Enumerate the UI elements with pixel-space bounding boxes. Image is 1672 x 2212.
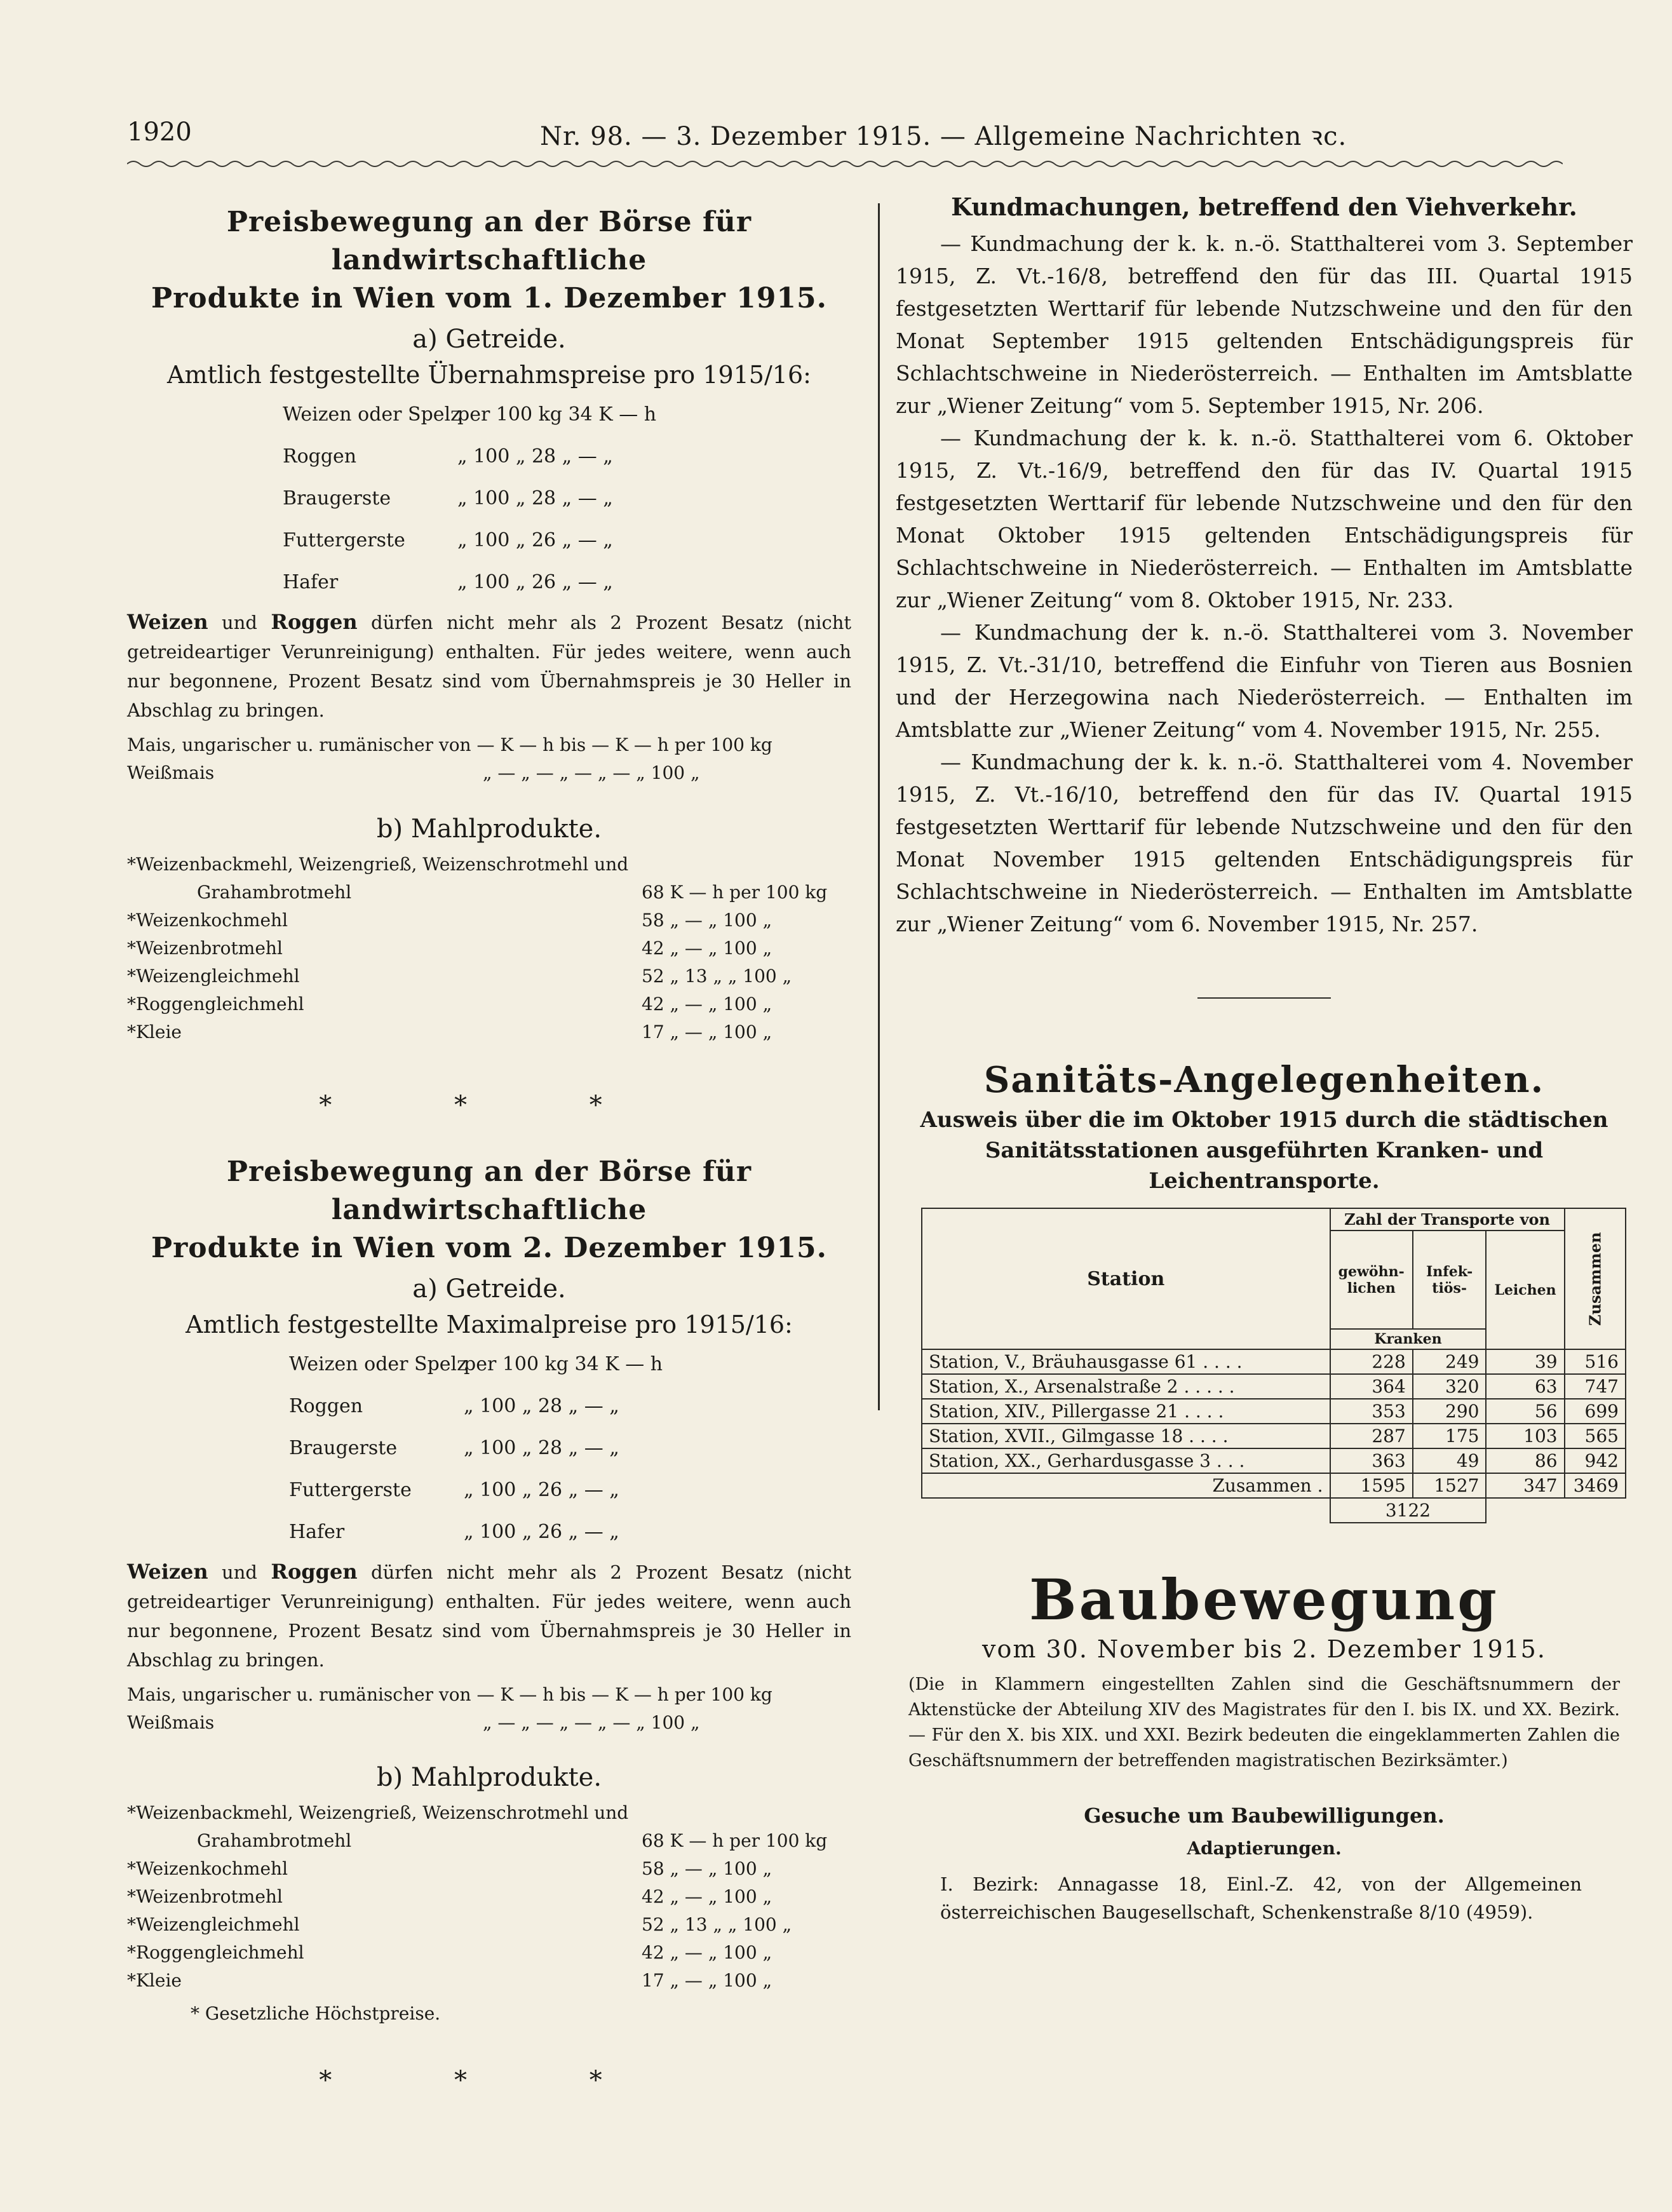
- right-column: [896, 191, 1633, 1926]
- grain-row: Futtergerste „ 100 „ 26 „ — „: [283, 529, 613, 551]
- section1-mill-head: *Weizenbackmehl, Weizengrieß, Weizenschrotmehl und: [127, 854, 629, 875]
- section2-title-line2: Produkte in Wien vom 2. Dezember 1915.: [151, 1232, 827, 1264]
- section2-note: Amtlich festgestellte Maximalpreise pro 1915/16:: [185, 1311, 793, 1339]
- sanitaets-subtitle: Ausweis über die im Oktober 1915 durch die städtischen Sanitätsstationen ausgeführten Kranken- und Leichentransporte.: [920, 1107, 1608, 1194]
- section2-mill-head: *Weizenbackmehl, Weizengrieß, Weizenschrotmehl und: [127, 1802, 629, 1823]
- section1-grain-list: [127, 394, 851, 604]
- table-row: Station, V., Bräuhausgasse 61 . . . . 228 249 39 516: [922, 1349, 1626, 1374]
- table-row: Station, XVII., Gilmgasse 18 . . . . 287 175 103 565: [922, 1424, 1626, 1448]
- grain-row: Roggen „ 100 „ 28 „ — „: [283, 445, 613, 468]
- section1-mais-line: Mais, ungarischer u. rumänischer von — K — h bis — K — h per 100 kg: [127, 734, 772, 755]
- kundmachung-paragraph: — Kundmachung der k. k. n.-ö. Statthalterei vom 6. Oktober 1915, Z. Vt.-16/9, betreffend den für das IV. Quartal 1915 festgesetzten Werttarif für lebende Nutzschweine und den für den Monat Oktober 1915 geltenden Entschädigungspreis für Schlachtschweine in Niederösterreich. — Enthalten im Amtsblatte zur „Wiener Zeitung“ vom 8. Oktober 1915, Nr. 233.: [896, 426, 1633, 612]
- section2-mais-line: Mais, ungarischer u. rumänischer von — K — h bis — K — h per 100 kg: [127, 1684, 772, 1705]
- page-number: 1920: [127, 118, 192, 147]
- grain-row: Braugerste „ 100 „ 28 „ — „: [289, 1437, 619, 1459]
- section2-mill-list: [127, 1827, 851, 1995]
- th-gewoehnlichen: gewöhn- lichen: [1330, 1231, 1413, 1329]
- kundmachung-paragraph: — Kundmachung der k. n.-ö. Statthalterei vom 3. November 1915, Z. Vt.-31/10, betreffend die Einfuhr von Tieren aus Bosnien und der Herzegowina nach Niederösterreich. — Enthalten im Amtsblatte zur „Wiener Zeitung“ vom 4. November 1915, Nr. 255.: [896, 620, 1633, 742]
- mill-row: *Weizenbrotmehl 42 „ — „ 100 „: [127, 1886, 772, 1907]
- header-title: Nr. 98. — 3. Dezember 1915. — Allgemeine Nachrichten ꝛc.: [540, 122, 1347, 151]
- baubewegung-title: Baubewegung: [1029, 1567, 1499, 1633]
- column-divider: [878, 203, 880, 1410]
- section2-title-line1: Preisbewegung an der Börse für landwirtschaftliche: [226, 1156, 752, 1226]
- section2-stars: * * *: [319, 2066, 659, 2095]
- table-row: Station, XIV., Pillergasse 21 . . . . 353 290 56 699: [922, 1399, 1626, 1424]
- section1-sub-a: a) Getreide.: [412, 325, 566, 354]
- section2-grain-list: [127, 1344, 851, 1553]
- table-total-row: Zusammen . 1595 1527 347 3469: [922, 1473, 1626, 1498]
- mill-row: *Roggengleichmehl 42 „ — „ 100 „: [127, 994, 772, 1015]
- th-infektioes: Infek- tiös-: [1413, 1231, 1487, 1329]
- kundmachung-paragraph: — Kundmachung der k. k. n.-ö. Statthalterei vom 4. November 1915, Z. Vt.-16/10, betreffend den für das IV. Quartal 1915 festgesetzten Werttarif für lebende Nutzschweine und den für den Monat November 1915 geltenden Entschädigungspreis für Schlachtschweine in Niederösterreich. — Enthalten im Amtsblatte zur „Wiener Zeitung“ vom 6. November 1915, Nr. 257.: [896, 750, 1633, 936]
- mill-row: *Weizenbrotmehl 42 „ — „ 100 „: [127, 938, 772, 959]
- grain-row: Hafer „ 100 „ 26 „ — „: [283, 571, 613, 593]
- price-section-1: [127, 203, 851, 1120]
- th-station: Station: [922, 1208, 1330, 1349]
- section2-besatz-paragraph: Weizen und Roggen dürfen nicht mehr als 2 Prozent Besatz (nicht getreideartiger Verunreinigung) enthalten. Für jedes weitere, wenn auch nur begonnene, Prozent Besatz sind vom Übernahmspreis je 30 Heller in Abschlag zu bringen.: [127, 1560, 852, 1671]
- section2-footnote: * Gesetzliche Höchstpreise.: [191, 2003, 441, 2024]
- price-section-2: [127, 1153, 851, 2095]
- transport-table: [921, 1208, 1626, 1523]
- table-kranken-sum-row: 3122: [922, 1498, 1626, 1523]
- section1-mill-list: [127, 879, 851, 1046]
- th-leichen: Leichen: [1486, 1231, 1564, 1349]
- bau-entry: I. Bezirk: Annagasse 18, Einl.-Z. 42, von der Allgemeinen österreichischen Baugesellschaft, Schenkenstraße 8/10 (4959).: [940, 1873, 1582, 1923]
- page-header: [127, 118, 1563, 156]
- adaptierungen-heading: Adaptierungen.: [1187, 1838, 1342, 1859]
- section1-note: Amtlich festgestellte Übernahmspreise pro 1915/16:: [167, 361, 811, 389]
- sanitaets-title: Sanitäts-Angelegenheiten.: [983, 1059, 1545, 1101]
- gesuche-heading: Gesuche um Baubewilligungen.: [1084, 1804, 1445, 1828]
- table-row: Station, XX., Gerhardusgasse 3 . . . 363 49 86 942: [922, 1448, 1626, 1473]
- section2-sub-b: b) Mahlprodukte.: [376, 1763, 602, 1792]
- mill-row: *Weizenkochmehl 58 „ — „ 100 „: [127, 910, 772, 931]
- section1-title-line2: Produkte in Wien vom 1. Dezember 1915.: [151, 282, 827, 314]
- section1-sub-b: b) Mahlprodukte.: [376, 814, 602, 844]
- th-zusammen: Zusammen: [1565, 1208, 1626, 1349]
- mill-row: *Weizengleichmehl 52 „ 13 „ „ 100 „: [127, 1914, 792, 1935]
- mill-row: *Kleie 17 „ — „ 100 „: [127, 1970, 772, 1991]
- section1-stars: * * *: [319, 1091, 659, 1120]
- section2-sub-a: a) Getreide.: [412, 1274, 566, 1304]
- kundmachungen-title: Kundmachungen, betreffend den Viehverkehr.: [951, 192, 1577, 221]
- th-group: Zahl der Transporte von: [1330, 1208, 1565, 1231]
- th-kranken: Kranken: [1330, 1329, 1487, 1349]
- section1-weissmais-row: Weißmais „ — „ — „ — „ — „ 100 „: [127, 762, 700, 783]
- mill-row: *Weizengleichmehl 52 „ 13 „ „ 100 „: [127, 966, 792, 987]
- grain-row: Weizen oder Spelz per 100 kg 34 K — h: [283, 403, 657, 426]
- header-wavy-rule: [127, 158, 1563, 170]
- grain-row: Futtergerste „ 100 „ 26 „ — „: [289, 1479, 619, 1501]
- grain-row: Hafer „ 100 „ 26 „ — „: [289, 1521, 619, 1543]
- kundmachung-paragraph: — Kundmachung der k. k. n.-ö. Statthalterei vom 3. September 1915, Z. Vt.-16/8, betreffend den für das III. Quartal 1915 festgesetzten Werttarif für lebende Nutzschweine und den für den Monat September 1915 geltenden Entschädigungspreis für Schlachtschweine in Niederösterreich. — Enthalten im Amtsblatte zur „Wiener Zeitung“ vom 5. September 1915, Nr. 206.: [896, 231, 1633, 418]
- table-row: Station, X., Arsenalstraße 2 . . . . . 364 320 63 747: [922, 1374, 1626, 1399]
- mill-row: *Kleie 17 „ — „ 100 „: [127, 1022, 772, 1042]
- section1-besatz-paragraph: Weizen und Roggen dürfen nicht mehr als 2 Prozent Besatz (nicht getreideartiger Verunreinigung) enthalten. Für jedes weitere, wenn auch nur begonnene, Prozent Besatz sind vom Übernahmspreis je 30 Heller in Abschlag zu bringen.: [127, 610, 852, 721]
- section2-weissmais-row: Weißmais „ — „ — „ — „ — „ 100 „: [127, 1712, 700, 1733]
- baubewegung-note: (Die in Klammern eingestellten Zahlen sind die Geschäftsnummern der Aktenstücke der Abteilung XIV des Magistrates für den I. bis IX. und XX. Bezirk. — Für den X. bis XIX. und XXI. Bezirk bedeuten die eingeklammerten Zahlen die Geschäftsnummern der betreffenden magistratischen Bezirksämter.): [908, 1675, 1620, 1770]
- mill-row: Grahambrotmehl 68 K — h per 100 kg: [197, 1830, 828, 1851]
- mill-row: *Weizenkochmehl 58 „ — „ 100 „: [127, 1858, 772, 1879]
- grain-row: Weizen oder Spelz per 100 kg 34 K — h: [289, 1353, 663, 1375]
- grain-row: Roggen „ 100 „ 28 „ — „: [289, 1395, 619, 1417]
- mill-row: *Roggengleichmehl 42 „ — „ 100 „: [127, 1942, 772, 1963]
- grain-row: Braugerste „ 100 „ 28 „ — „: [283, 487, 613, 509]
- mill-row: Grahambrotmehl 68 K — h per 100 kg: [197, 882, 828, 903]
- section1-title-line1: Preisbewegung an der Börse für landwirtschaftliche: [226, 206, 752, 276]
- baubewegung-subtitle: vom 30. November bis 2. Dezember 1915.: [982, 1635, 1546, 1663]
